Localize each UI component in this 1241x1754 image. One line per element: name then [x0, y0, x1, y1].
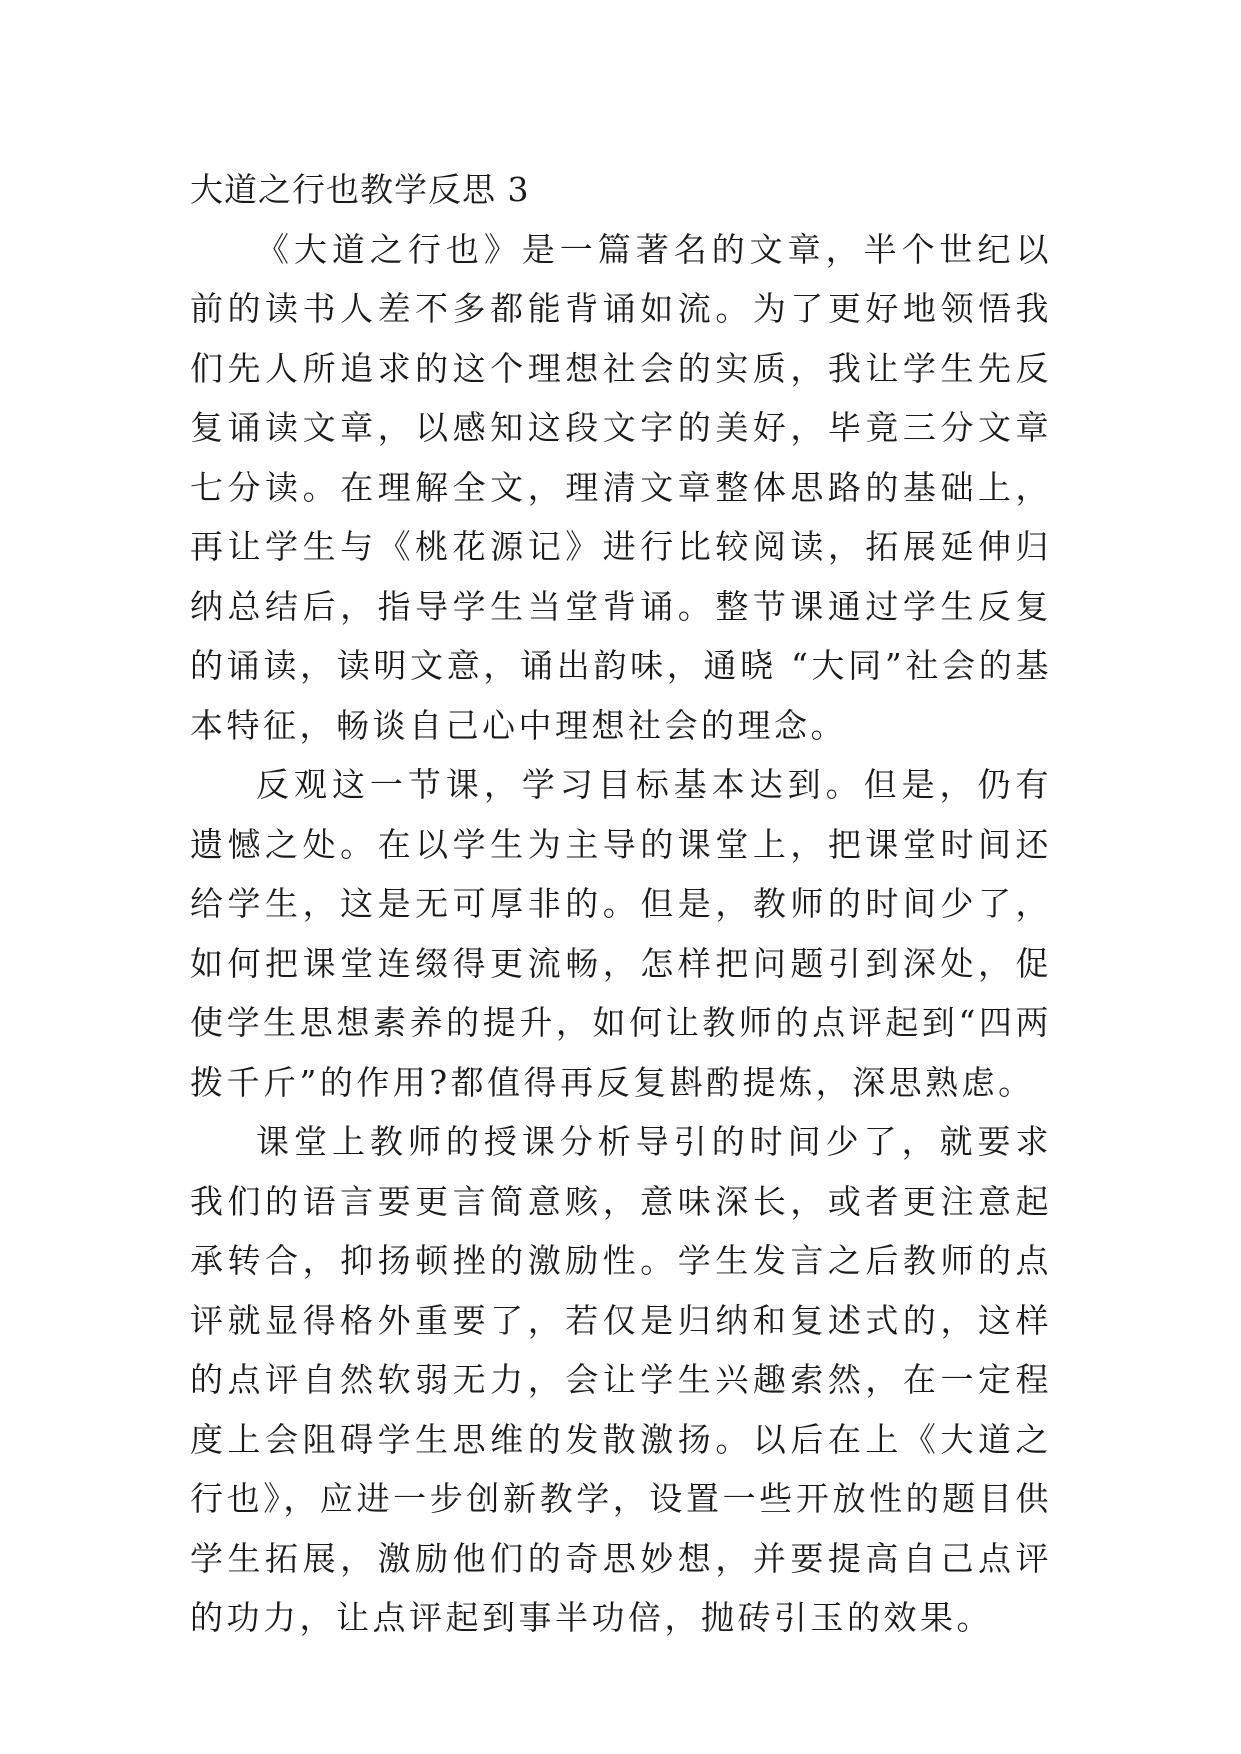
paragraph-improvement: 课堂上教师的授课分析导引的时间少了，就要求我们的语言要更言简意赅，意味深长，或者更注意起承转合，抑扬顿挫的激励性。学生发言之后教师的点评就显得格外重要了，若仅是归纳和复述式的，这样的点评自然软弱无力，会让学生兴趣索然，在一定程度上会阻碍学生思维的发散激扬。以后在上《大道之行也》，应进一步创新教学，设置一些开放性的题目供学生拓展，激励他们的奇思妙想，并要提高自己点评的功力，让点评起到事半功倍，抛砖引玉的效果。	[190, 1122, 1052, 1637]
paragraph-reflection: 反观这一节课，学习目标基本达到。但是，仍有遗憾之处。在以学生为主导的课堂上，把课堂时间还给学生，这是无可厚非的。但是，教师的时间少了，如何把课堂连缀得更流畅，怎样把问题引到深处，促使学生思想素养的提升，如何让教师的点评起到“四两拨千斤”的作用?都值得再反复斟酌提炼，深思熟虑。	[190, 765, 1052, 1102]
document-title: 大道之行也教学反思 3	[190, 170, 530, 209]
document-body	[190, 160, 1052, 1648]
paragraph-intro: 《大道之行也》是一篇著名的文章，半个世纪以前的读书人差不多都能背诵如流。为了更好地领悟我们先人所追求的这个理想社会的实质，我让学生先反复诵读文章，以感知这段文字的美好，毕竟三分文章七分读。在理解全文，理清文章整体思路的基础上，再让学生与《桃花源记》进行比较阅读，拓展延伸归纳总结后，指导学生当堂背诵。整节课通过学生反复的诵读，读明文意，诵出韵味，通晓 “大同”社会的基本特征，畅谈自己心中理想社会的理念。	[190, 229, 1052, 745]
